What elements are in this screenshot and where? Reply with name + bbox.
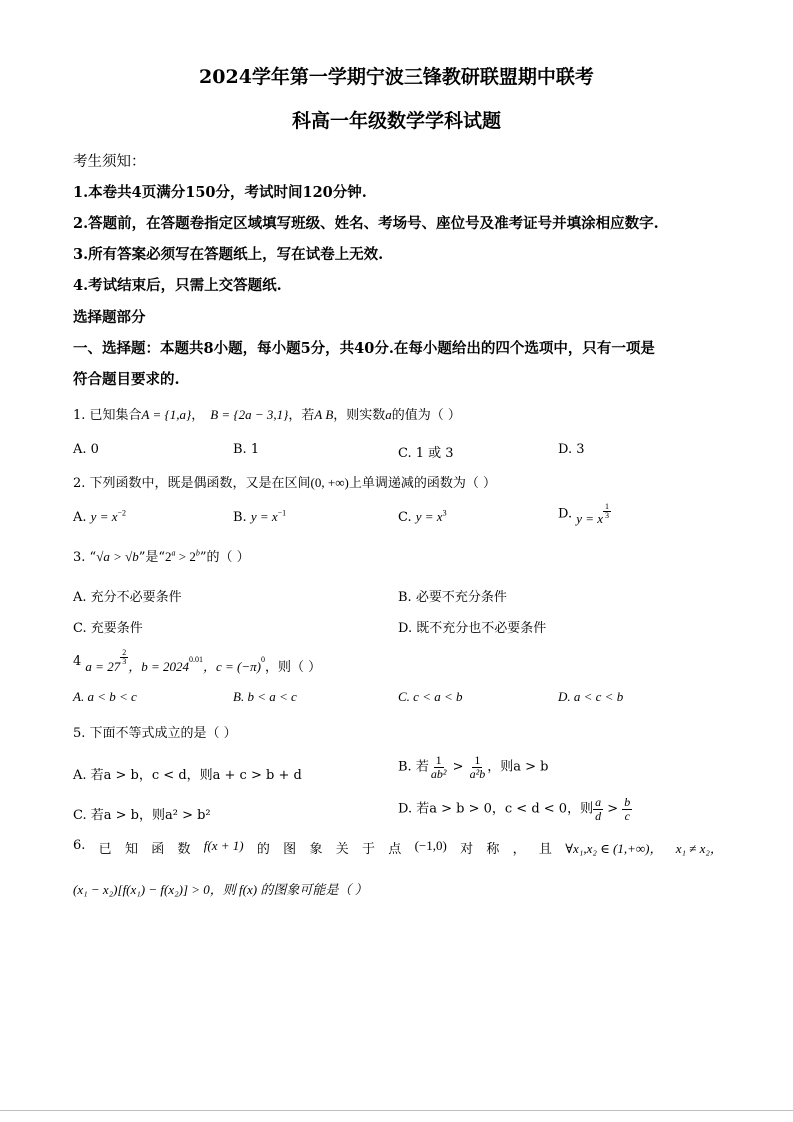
section-heading-line2: 符合题目要求的. — [73, 371, 180, 388]
page-bottom-divider — [0, 1110, 793, 1111]
instruction-item-1: 1.本卷共4页满分150分，考试时间120分钟. — [73, 184, 367, 201]
q2-option-a: A. $y = x^{-2}$ — [73, 508, 126, 525]
question-3-stem: 3. “√a > √b”是“$2^a > 2^b$”的（ ） — [73, 548, 250, 565]
q4-option-d: D. a < c < b — [558, 689, 624, 704]
q2-option-c: C. $y = x^3$ — [398, 508, 447, 525]
set-a-def: A = {1,a} — [141, 407, 192, 422]
q3-option-d: D. 既不充分也不必要条件 — [398, 621, 547, 636]
question-2-stem: 2. 下列函数中，既是偶函数，又是在区间(0, +∞)上单调递减的函数为（ ） — [73, 475, 496, 491]
fraction: $\frac{b}{c}$ — [624, 795, 631, 823]
question-4-stem: 4 a = 27 $\frac{2}{3}$ ，$b = 2024^{0.01}$，$c = (-\pi)^0$，则（ ） — [73, 647, 322, 675]
q4-option-a: A. a < b < c — [73, 689, 137, 704]
q4-option-c: C. c < a < b — [398, 689, 463, 704]
q1-option-b: B. 1 — [233, 442, 260, 457]
section-heading-line1: 一、选择题：本题共8小题，每小题5分，共40分.在每小题给出的四个选项中，只有一项是 — [73, 340, 655, 357]
q2-option-d: D. y = x $\frac{1}{3}$ — [558, 502, 610, 527]
sqrt-inequality: √a > √b — [96, 549, 139, 564]
question-1-stem: 1. 已知集合A = {1,a}， B = {2a − 3,1}，若A B，则实数a的值为（ ） — [73, 407, 461, 423]
fraction: $\frac{1}{\text{a²b}}$ — [469, 753, 486, 781]
instructions-heading: 考生须知： — [73, 154, 146, 170]
set-relation: A B — [314, 407, 334, 422]
q3-option-c: C. 充要条件 — [73, 621, 143, 636]
q3-option-a: A. 充分不必要条件 — [73, 590, 182, 605]
fraction-exponent: $\frac{1}{3}$ — [605, 502, 610, 521]
question-6-stem-line2: (x₁ − x₂)[f(x₁) − f(x₂)] > 0，则 f(x) 的图象可能是（ ） — [73, 882, 368, 897]
q4-option-b: B. b < a < c — [233, 689, 297, 704]
q5-option-d: D. 若a > b > 0，c < d < 0，则 $\frac{a}{d}$ > $\frac{b}{c}$ — [398, 795, 631, 823]
question-6-stem-line1: 6. 已 知 函 数 f(x + 1) 的 图 象 关 于 点 (−1,0) 对 称 ， 且 ∀x₁,x₂ ∈ (1,+∞)， x₁ ≠ x₂， — [73, 838, 723, 857]
q5-option-a: A. 若a > b，c < d，则a + c > b + d — [73, 768, 302, 783]
fraction-exponent: $\frac{2}{3}$ — [122, 647, 127, 666]
q5-option-c: C. 若a > b，则a² > b² — [73, 808, 211, 823]
interval: (0, +∞) — [310, 475, 349, 490]
exam-title-line2: 科高一年级数学学科试题 — [291, 110, 501, 132]
q2-option-b: B. $y = x^{-1}$ — [233, 508, 287, 525]
q3-option-b: B. 必要不充分条件 — [398, 590, 507, 605]
set-b-def: B = {2a − 3,1} — [210, 407, 289, 422]
fraction: $\frac{1}{\text{ab²}}$ — [430, 753, 447, 781]
instruction-item-4: 4.考试结束后，只需上交答题纸. — [73, 277, 282, 294]
q1-option-c: C. 1 或 3 — [398, 446, 454, 461]
q1-option-a: A. 0 — [73, 442, 99, 457]
question-5-stem: 5. 下面不等式成立的是（ ） — [73, 726, 237, 741]
instruction-item-3: 3.所有答案必须写在答题纸上，写在试卷上无效. — [73, 246, 384, 263]
q1-option-d: D. 3 — [558, 442, 585, 457]
fraction: $\frac{a}{d}$ — [595, 795, 602, 823]
exam-title-line1: 2024学年第一学期宁波三锋教研联盟期中联考 — [199, 66, 594, 88]
part-label: 选择题部分 — [73, 309, 146, 326]
instruction-item-2: 2.答题前，在答题卷指定区域填写班级、姓名、考场号、座位号及准考证号并填涂相应数字. — [73, 215, 659, 232]
q5-option-b: B. 若 $\frac{1}{\text{ab²}}$ > $\frac{1}{\text{a²b}}$ ，则a > b — [398, 753, 549, 781]
